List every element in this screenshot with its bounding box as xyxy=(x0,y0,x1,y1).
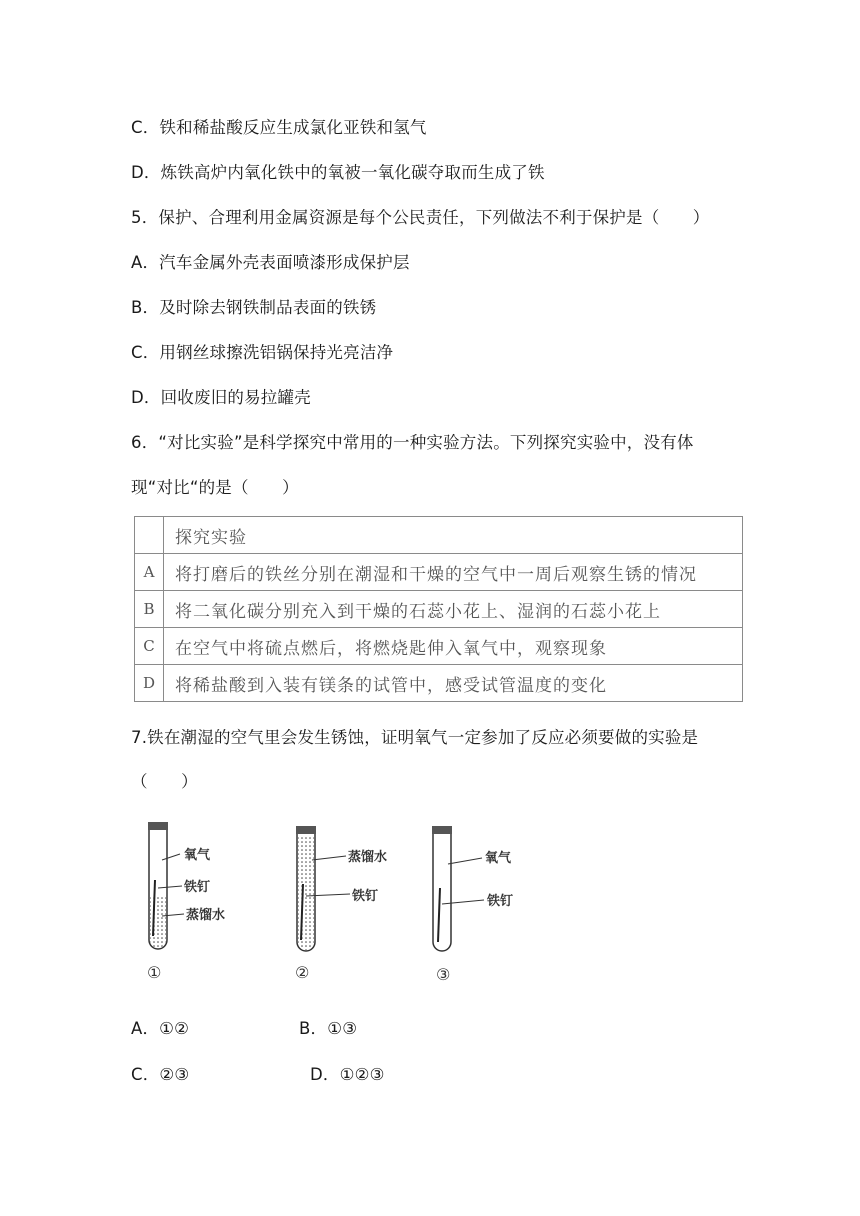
q5-option-d: D．回收废旧的易拉罐壳 xyxy=(131,388,311,407)
tube2-number: ② xyxy=(295,963,310,982)
test-tube-figure xyxy=(136,816,536,996)
q5-option-a: A．汽车金属外壳表面喷漆形成保护层 xyxy=(131,253,410,272)
question-6-line1: 6．“对比实验”是科学探究中常用的一种实验方法。下列探究实验中，没有体 xyxy=(131,433,694,452)
row-text: 将稀盐酸到入装有镁条的试管中，感受试管温度的变化 xyxy=(164,665,743,702)
table-row xyxy=(135,591,743,628)
question-7-line1: 7.铁在潮湿的空气里会发生锈蚀，证明氧气一定参加了反应必须要做的实验是 xyxy=(131,728,699,747)
test-tube-3 xyxy=(432,826,513,984)
table-header-key xyxy=(135,517,164,554)
row-text: 在空气中将硫点燃后，将燃烧匙伸入氧气中，观察现象 xyxy=(164,628,743,665)
q4-option-d: D．炼铁高炉内氧化铁中的氧被一氧化碳夺取而生成了铁 xyxy=(131,163,545,182)
row-key: C xyxy=(135,628,164,665)
row-key: B xyxy=(135,591,164,628)
tube3-label: 铁钉 xyxy=(487,894,514,909)
table-header-row xyxy=(135,517,743,554)
question-7-line2: （ ） xyxy=(131,772,198,791)
q7-option-d: D．①②③ xyxy=(310,1065,385,1084)
q7-option-a: A．①② xyxy=(131,1019,190,1038)
row-key: D xyxy=(135,665,164,702)
table-row xyxy=(135,554,743,591)
row-key: A xyxy=(135,554,164,591)
tube2-label: 蒸馏水 xyxy=(348,850,388,865)
tube1-label: 蒸馏水 xyxy=(186,908,226,923)
stopper-icon xyxy=(296,826,316,834)
q7-option-b: B．①③ xyxy=(299,1019,358,1038)
table-header: 探究实验 xyxy=(164,517,743,554)
test-tube-2 xyxy=(295,826,387,982)
experiment-table xyxy=(134,516,743,702)
q4-option-c: C．铁和稀盐酸反应生成氯化亚铁和氢气 xyxy=(131,118,427,137)
q5-option-c: C．用钢丝球擦洗铝锅保持光亮洁净 xyxy=(131,343,394,362)
distilled-water-fill xyxy=(150,896,166,948)
tube2-label: 铁钉 xyxy=(352,889,379,904)
question-5: 5．保护、合理利用金属资源是每个公民责任，下列做法不利于保护是（ ） xyxy=(131,208,710,227)
q7-option-c: C．②③ xyxy=(131,1065,190,1084)
stopper-icon xyxy=(148,822,168,830)
tube1-number: ① xyxy=(147,963,162,982)
tube1-label: 铁钉 xyxy=(184,880,211,895)
test-tube-1 xyxy=(147,822,225,982)
table-row xyxy=(135,665,743,702)
tube1-label: 氧气 xyxy=(184,848,211,863)
tube3-label: 氧气 xyxy=(485,851,512,866)
row-text: 将二氧化碳分别充入到干燥的石蕊小花上、湿润的石蕊小花上 xyxy=(164,591,743,628)
stopper-icon xyxy=(432,826,452,834)
row-text: 将打磨后的铁丝分别在潮湿和干燥的空气中一周后观察生锈的情况 xyxy=(164,554,743,591)
iron-nail-icon xyxy=(438,888,440,942)
tube3-number: ③ xyxy=(436,965,451,984)
q5-option-b: B．及时除去钢铁制品表面的铁锈 xyxy=(131,298,377,317)
question-6-line2: 现“对比“的是（ ） xyxy=(131,478,299,497)
table-row xyxy=(135,628,743,665)
